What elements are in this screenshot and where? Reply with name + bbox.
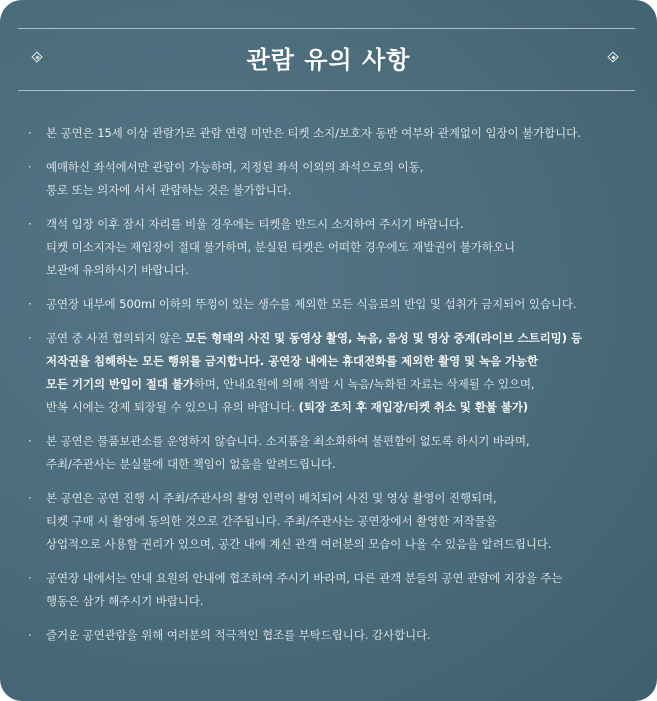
- bullet-icon: ·: [28, 491, 32, 505]
- notice-line: [46, 396, 638, 419]
- notice-text: 즐거운 공연관람을 위해 여러분의 적극적인 협조를 부탁드립니다. 감사합니다.: [46, 628, 431, 642]
- bullet-icon: ·: [28, 571, 32, 585]
- notice-text: 보관에 유의하시기 바랍니다.: [46, 263, 189, 277]
- bullet-icon: ·: [28, 217, 32, 231]
- notice-item: [28, 156, 638, 202]
- notice-line: [46, 453, 638, 476]
- notice-text: 주최/주관사는 분실물에 대한 책임이 없음을 알려드립니다.: [46, 457, 336, 471]
- notice-line: [46, 487, 638, 510]
- notice-line: [46, 624, 638, 647]
- notice-emphasis-text: 모든 형태의 사진 및 동영상 촬영, 녹음, 음성 및 영상 중계(라이브 스트리밍) 등: [185, 331, 582, 345]
- notice-text: 티켓 미소지자는 재입장이 절대 불가하며, 분실된 티켓은 어떠한 경우에도 재발권이 불가하오니: [46, 240, 515, 254]
- notice-line: [46, 510, 638, 533]
- notice-line: [46, 293, 638, 316]
- notice-line: [46, 590, 638, 613]
- notice-text: 행동은 삼가 해주시기 바랍니다.: [46, 594, 204, 608]
- notice-emphasis-text: 모든 기기의 반입이 절대 불가: [46, 377, 194, 391]
- notice-item: [28, 327, 638, 419]
- notice-item: [28, 487, 638, 556]
- notice-item: [28, 213, 638, 282]
- title-divider: [18, 90, 635, 91]
- notice-text: 공연장 내부에 500ml 이하의 뚜껑이 있는 생수를 제외한 모든 식음료의 반입 및 섭취가 금지되어 있습니다.: [46, 297, 577, 311]
- notice-text: 본 공연은 공연 진행 시 주최/주관사의 촬영 인력이 배치되어 사진 및 영상 촬영이 진행되며,: [46, 491, 497, 505]
- notice-line: [46, 327, 638, 350]
- bullet-icon: ·: [28, 297, 32, 311]
- notice-text: 예매하신 좌석에서만 관람이 가능하며, 지정된 좌석 이외의 좌석으로의 이동,: [46, 160, 424, 174]
- bullet-icon: ·: [28, 628, 32, 642]
- page-title: 관람 유의 사항: [246, 45, 411, 74]
- top-divider: [18, 28, 635, 29]
- notice-text: 본 공연은 15세 이상 관람가로 관람 연령 미만은 티켓 소지/보호자 동반 여부와 관계없이 입장이 불가합니다.: [46, 126, 581, 140]
- notice-line: [46, 533, 638, 556]
- notice-line: [46, 236, 638, 259]
- notice-text: 공연장 내에서는 안내 요원의 안내에 협조하여 주시기 바라며, 다른 관객 분들의 공연 관람에 지장을 주는: [46, 571, 563, 585]
- notice-line: [46, 373, 638, 396]
- notice-item: [28, 293, 638, 316]
- bullet-icon: ·: [28, 160, 32, 174]
- notice-line: [46, 179, 638, 202]
- bullet-icon: ·: [28, 126, 32, 140]
- notice-text: 객석 입장 이후 잠시 자리를 비울 경우에는 티켓을 반드시 소지하여 주시기 바랍니다.: [46, 217, 464, 231]
- bullet-icon: ·: [28, 434, 32, 448]
- notice-text: 하며, 안내요원에 의해 적발 시 녹음/녹화된 자료는 삭제될 수 있으며,: [193, 377, 535, 391]
- notice-item: [28, 567, 638, 613]
- notice-text: 상업적으로 사용할 권리가 있으며, 공간 내에 계신 관객 여러분의 모습이 나올 수 있음을 알려드립니다.: [46, 537, 552, 551]
- bullet-icon: ·: [28, 331, 32, 345]
- notice-text: 통로 또는 의자에 서서 관람하는 것은 불가합니다.: [46, 183, 292, 197]
- notice-emphasis-text: 저작권을 침해하는 모든 행위를 금지합니다. 공연장 내에는 휴대전화를 제외한 촬영 및 녹음 가능한: [46, 354, 539, 368]
- notice-item: [28, 122, 638, 145]
- notice-text: 티켓 구매 시 촬영에 동의한 것으로 간주됩니다. 주최/주관사는 공연장에서 촬영한 저작물을: [46, 514, 497, 528]
- notice-item: [28, 624, 638, 647]
- notice-list: [28, 122, 638, 658]
- notice-text: 공연 중 사전 협의되지 않은: [46, 331, 186, 345]
- notice-item: [28, 430, 638, 476]
- notice-emphasis-text: (퇴장 조치 후 재입장/티켓 취소 및 환불 불가): [298, 400, 529, 414]
- notice-line: [46, 156, 638, 179]
- notice-line: [46, 259, 638, 282]
- notice-line: [46, 567, 638, 590]
- diamond-ornament-icon: [606, 50, 620, 64]
- notice-line: [46, 213, 638, 236]
- notice-text: 본 공연은 물품보관소를 운영하지 않습니다. 소지품을 최소화하여 불편함이 없도록 하시기 바라며,: [46, 434, 530, 448]
- notice-line: [46, 430, 638, 453]
- notice-line: [46, 122, 638, 145]
- notice-text: 반복 시에는 강제 퇴장될 수 있으니 유의 바랍니다.: [46, 400, 299, 414]
- notice-line: [46, 350, 638, 373]
